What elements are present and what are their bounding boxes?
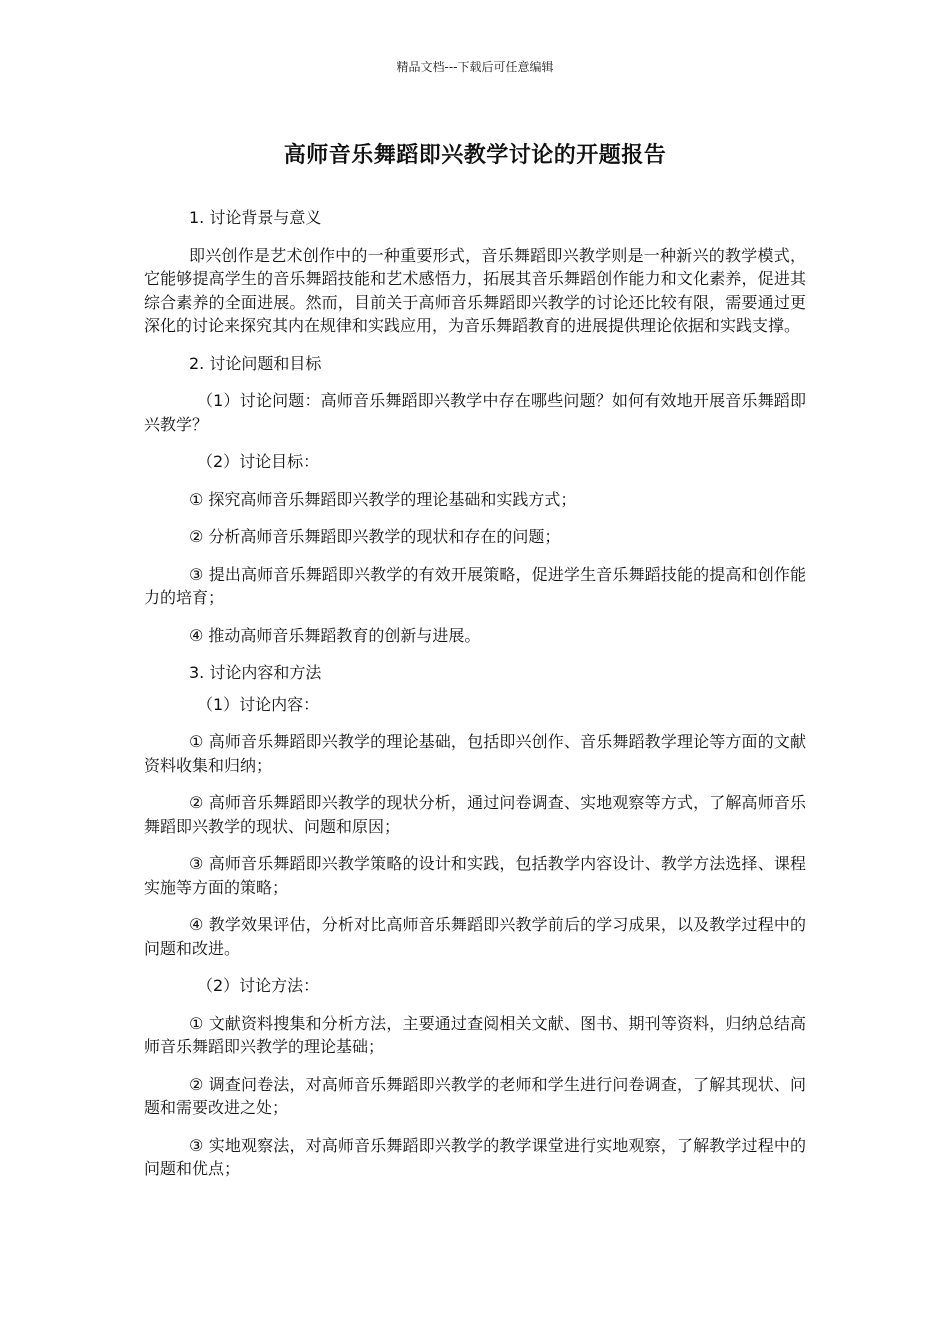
document-title: 高师音乐舞蹈即兴教学讨论的开题报告 [283, 143, 667, 168]
sub-heading: （2）讨论方法： [197, 976, 320, 995]
sub-heading: （1）讨论内容： [197, 694, 320, 714]
list-item: ④ 教学效果评估，分析对比高师音乐舞蹈即兴教学前后的学习成果，以及教学过程中的问题和改进。 [144, 915, 806, 958]
sub-heading: （2）讨论目标： [197, 452, 320, 471]
body-paragraph: （1）讨论问题：高师音乐舞蹈即兴教学中存在哪些问题？如何有效地开展音乐舞蹈即兴教学？ [144, 391, 806, 434]
section-heading: 2. 讨论问题和目标 [189, 353, 322, 373]
body-paragraph: 即兴创作是艺术创作中的一种重要形式，音乐舞蹈即兴教学则是一种新兴的教学模式，它能够提高学生的音乐舞蹈技能和艺术感悟力，拓展其音乐舞蹈创作能力和文化素养，促进其综合素养的全面进展。然而，目前关于高师音乐舞蹈即兴教学的讨论还比较有限，需要通过更深化的讨论来探究其内在规律和实践应用，为音乐舞蹈教育的进展提供理论依据和实践支撑。 [144, 245, 806, 335]
section-heading: 3. 讨论内容和方法 [189, 663, 322, 682]
list-item: ③ 提出高师音乐舞蹈即兴教学的有效开展策略，促进学生音乐舞蹈技能的提高和创作能力的培育； [144, 564, 806, 607]
list-item: ③ 实地观察法，对高师音乐舞蹈即兴教学的教学课堂进行实地观察，了解教学过程中的问题和优点； [144, 1135, 806, 1178]
list-item: ④ 推动高师音乐舞蹈教育的创新与进展。 [189, 625, 481, 645]
list-item: ② 分析高师音乐舞蹈即兴教学的现状和存在的问题； [189, 527, 561, 546]
header-note: 精品文档---下载后可任意编辑 [396, 60, 554, 74]
section-heading: 1. 讨论背景与意义 [189, 208, 322, 227]
list-item: ② 高师音乐舞蹈即兴教学的现状分析，通过问卷调查、实地观察等方式，了解高师音乐舞蹈即兴教学的现状、问题和原因； [144, 793, 806, 836]
list-item: ① 探究高师音乐舞蹈即兴教学的理论基础和实践方式； [189, 489, 577, 509]
list-item: ① 文献资料搜集和分析方法，主要通过查阅相关文献、图书、期刊等资料，归纳总结高师音乐舞蹈即兴教学的理论基础； [144, 1013, 806, 1056]
list-item: ① 高师音乐舞蹈即兴教学的理论基础，包括即兴创作、音乐舞蹈教学理论等方面的文献资料收集和归纳； [144, 732, 806, 775]
list-item: ③ 高师音乐舞蹈即兴教学策略的设计和实践，包括教学内容设计、教学方法选择、课程实施等方面的策略； [144, 854, 806, 897]
document-body [144, 206, 806, 1195]
list-item: ② 调查问卷法，对高师音乐舞蹈即兴教学的老师和学生进行问卷调查，了解其现状、问题和需要改进之处； [144, 1074, 806, 1117]
